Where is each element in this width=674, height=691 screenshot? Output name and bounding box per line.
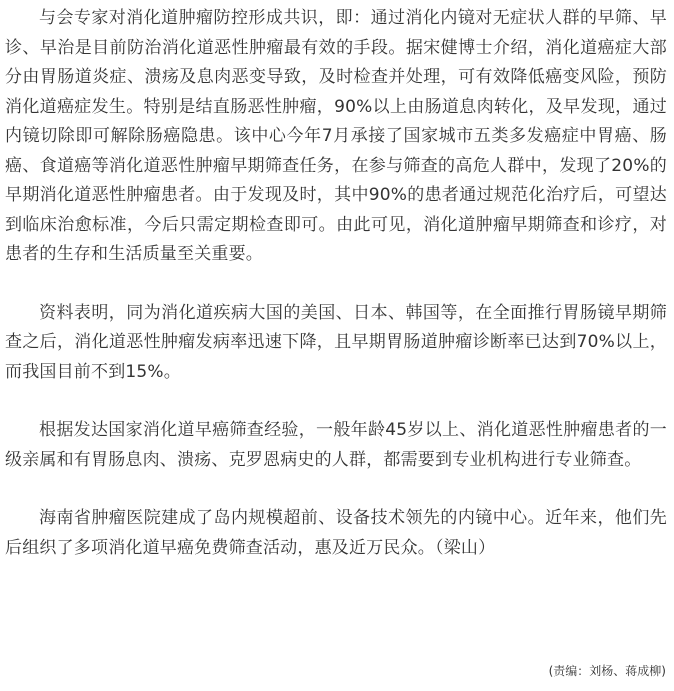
paragraph-spacer [5, 387, 667, 416]
paragraph-consensus: 与会专家对消化道肿瘤防控形成共识，即：通过消化内镜对无症状人群的早筛、早诊、早治是目前防治消化道恶性肿瘤最有效的手段。据宋健博士介绍，消化道癌症大部分由胃肠道炎症、溃疡及息肉恶变导致，及时检查并处理，可有效降低癌变风险，预防消化道癌症发生。特别是结直肠恶性肿瘤，90%以上由肠道息肉转化，及早发现，通过内镜切除即可解除肠癌隐患。该中心今年7月承接了国家城市五类多发癌症中胃癌、肠癌、食道癌等消化道恶性肿瘤早期筛查任务，在参与筛查的高危人群中，发现了20%的早期消化道恶性肿瘤患者。由于发现及时，其中90%的患者通过规范化治疗后，可望达到临床治愈标准，今后只需定期检查即可。由此可见，消化道肿瘤早期筛查和诊疗，对患者的生存和生活质量至关重要。 [5, 8, 667, 264]
paragraph-statistics: 资料表明，同为消化道疾病大国的美国、日本、韩国等，在全面推行胃肠镜早期筛查之后，消化道恶性肿瘤发病率迅速下降，且早期胃肠道肿瘤诊断率已达到70%以上，而我国目前不到15%。 [5, 302, 667, 382]
editor-credit: (责编：刘杨、蒋成柳) [548, 664, 666, 678]
paragraph-spacer [5, 475, 667, 504]
paragraph-spacer [5, 270, 667, 299]
paragraph-hospital: 海南省肿瘤医院建成了岛内规模超前、设备技术领先的内镜中心。近年来，他们先后组织了多项消化道早癌免费筛查活动，惠及近万民众。（梁山） [5, 508, 667, 558]
article-body [5, 4, 667, 563]
paragraph-screening-advice: 根据发达国家消化道早癌筛查经验，一般年龄45岁以上、消化道恶性肿瘤患者的一级亲属和有胃肠息肉、溃疡、克罗恩病史的人群，都需要到专业机构进行专业筛查。 [5, 420, 667, 470]
